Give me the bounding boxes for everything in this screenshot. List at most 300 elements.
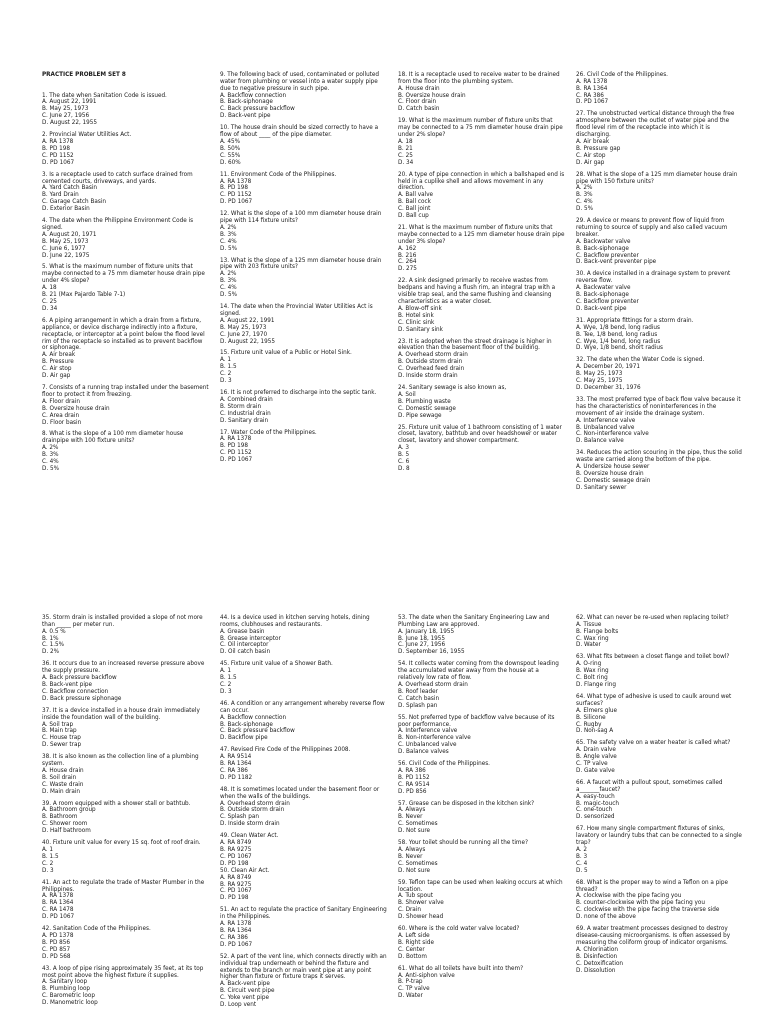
question-text: 24. Sanitary sewage is also known as, xyxy=(398,384,507,391)
answer-option: D. Water xyxy=(398,993,423,1000)
question xyxy=(220,787,388,828)
problem-set-title: PRACTICE PROBLEM SET 8 xyxy=(42,71,126,78)
answer-option: A. 1 xyxy=(42,847,54,853)
answer-option: B. Storm drain xyxy=(220,403,262,410)
answer-option: B. Main trap xyxy=(42,728,77,735)
question xyxy=(398,225,566,273)
answer-option: B. Back-siphonage xyxy=(220,721,273,728)
answer-option: B. PD 856 xyxy=(42,939,70,946)
answer-option: C. 4% xyxy=(42,459,59,466)
answer-option: D. 5 xyxy=(576,867,588,874)
answer-option: A. Backwater valve xyxy=(576,238,631,245)
answer-option: C. Drain xyxy=(398,907,421,914)
answer-option: A. RA 1378 xyxy=(576,78,608,85)
answer-option: D. Oil catch basin xyxy=(220,649,271,656)
answer-option: A. Blow-off sink xyxy=(398,305,442,312)
answer-option: A. House drain xyxy=(42,767,84,774)
answer-option: B. Back-siphonage xyxy=(576,245,629,252)
question-text: 15. Fixture unit value of a Public or Hotel Sink. xyxy=(220,350,352,357)
question-text: 55. Not preferred type of backflow valve because of its poor performance. xyxy=(398,714,557,728)
answer-option: B. PD 1152 xyxy=(398,774,430,781)
question xyxy=(398,801,566,836)
question xyxy=(398,926,566,961)
answer-option: C. Waste drain xyxy=(42,781,84,788)
answer-option: D. August 22, 1955 xyxy=(220,338,276,345)
answer-option: C. clockwise with the pipe facing the traverse side xyxy=(576,907,720,914)
answer-option: 50. Clean Air Act. xyxy=(220,867,270,874)
answer-option: D. Loop vent xyxy=(220,1002,257,1009)
answer-option: B. Hotel sink xyxy=(398,312,434,319)
answer-option: D. December 31, 1976 xyxy=(576,384,641,391)
question-text: 37. It is a device installed in a house drain immediately inside the foundation wall of the building. xyxy=(42,707,202,721)
answer-option: B. Silicone xyxy=(576,714,606,721)
answer-option: A. clockwise with the pipe facing you xyxy=(576,893,682,900)
answer-option: D. Backflow pipe xyxy=(220,735,268,742)
question xyxy=(398,339,566,380)
answer-option: A. August 22, 1991 xyxy=(42,99,97,106)
answer-option: D. Inside storm drain xyxy=(398,373,458,380)
answer-option: A. Overhead storm drain xyxy=(398,681,468,688)
answer-option: A. 2% xyxy=(42,445,59,452)
question-text: 22. A sink designed primarily to receive wastes from bedpans and having a flush rim, an integral trap with a visible trap seal, and the same flushing and cleansing characteristics as a water closet. xyxy=(398,278,557,305)
question-text: 33. The most preferred type of back flow valve because it has the characteristics of noninterferences in the movement of air inside the drainage system. xyxy=(576,396,743,417)
question xyxy=(42,840,210,875)
question xyxy=(42,661,210,702)
answer-option: C. 4% xyxy=(220,285,237,292)
question-text: 2. Provincial Water Utilities Act. xyxy=(42,132,132,139)
question xyxy=(220,833,388,902)
answer-option: B. Oversize house drain xyxy=(398,92,466,99)
answer-option: B. 21 xyxy=(398,145,413,152)
answer-option: B. 3 xyxy=(576,853,588,860)
answer-option: C. 25 xyxy=(398,152,413,159)
answer-option: A. December 20, 1971 xyxy=(576,364,641,371)
question xyxy=(220,211,388,252)
answer-option: C. June 27, 1970 xyxy=(220,331,268,338)
question xyxy=(576,271,744,312)
answer-option: B. RA 1364 xyxy=(220,927,252,934)
question-text: 69. A water treatment processes designed to destroy disease-causing microorganisms. Is often assessed by measuring the coliform group of indicator organisms. xyxy=(576,926,732,946)
column-7 xyxy=(398,601,566,1019)
answer-option: C. RA 386 xyxy=(220,767,248,774)
question-text: 63. What fits between a closet flange and toilet bowl? xyxy=(576,654,730,661)
answer-option: D. Sewer trap xyxy=(42,742,82,749)
question-text: 18. It is a receptacle used to receive water to be drained from the floor into the plumbing system. xyxy=(398,71,562,85)
question xyxy=(42,385,210,426)
answer-option: D. Balance valves xyxy=(398,749,449,756)
answer-option: D. 275 xyxy=(398,266,417,273)
answer-option: D. PD 1067 xyxy=(42,914,75,921)
answer-option: D. Not sure xyxy=(398,867,431,874)
answer-option: B. Pressure gap xyxy=(576,145,621,152)
answer-option: D. 5% xyxy=(220,245,238,252)
question-text: 41. An act to regulate the trade of Master Plumber in the Philippines. xyxy=(42,879,207,893)
question-text: 31. Appropriate fittings for a storm drain. xyxy=(576,317,694,324)
answer-option: B. RA 1364 xyxy=(220,761,252,768)
answer-option: D. Dissolution xyxy=(576,967,616,974)
question-text: 65. The safety valve on a water heater is called what? xyxy=(576,740,731,747)
answer-option: B. 1.5 xyxy=(42,853,59,860)
answer-option: B. 3% xyxy=(42,452,59,459)
question-text: 58. Your toilet should be running all the time? xyxy=(398,840,528,847)
answer-option: A. Overhead storm drain xyxy=(220,800,290,807)
question-text: 42. Sanitation Code of the Philippines. xyxy=(42,926,151,933)
question-text: 67. How many single compartment fixtures of sinks, lavatory or laundry tubs that can be connected to a single trap? xyxy=(576,826,744,847)
question xyxy=(220,390,388,425)
answer-option: D. PD 198 xyxy=(220,860,249,867)
question xyxy=(576,654,744,689)
answer-option: C. Air stop xyxy=(42,366,72,373)
answer-option: D. 3 xyxy=(220,688,232,695)
answer-option: B. Bathroom xyxy=(42,814,78,821)
question-text: 10. The house drain should be sized correctly to have a flow of about ____ of the pipe diameter. xyxy=(220,125,380,139)
question-text: 32. The date when the Water Code is signed. xyxy=(576,357,705,364)
answer-option: D. PD 568 xyxy=(42,953,71,960)
answer-option: B. Ball cock xyxy=(398,199,431,206)
question xyxy=(42,926,210,961)
question-text: 57. Grease can be disposed in the kitchen sink? xyxy=(398,800,535,807)
question xyxy=(42,318,210,380)
question-text: 51. An act to regulate the practice of Sanitary Engineering in the Philippines. xyxy=(220,907,389,921)
question-text: 6. A piping arrangement in which a drain from a fixture, appliance, or device discharge indirectly into a fixture, receptacle, or interceptor at a point below the flood level rim of the receptacle so installed as to prevent backflow or siphonage. xyxy=(42,317,207,352)
question xyxy=(576,218,744,266)
answer-option: D. Main drain xyxy=(42,788,80,795)
question xyxy=(576,357,744,392)
question-text: 56. Civil Code of the Philippines. xyxy=(398,761,490,768)
question-text: 47. Revised Fire Code of the Philippines 2008. xyxy=(220,747,351,754)
question xyxy=(42,218,210,259)
answer-option: C. Wye, 1/4 bend, long radius xyxy=(576,338,661,345)
answer-option: B. RA 1364 xyxy=(42,900,74,907)
answer-option: D. Back-vent preventer pipe xyxy=(576,259,657,266)
answer-option: A. Back-vent pipe xyxy=(220,981,270,988)
answer-option: A. Always xyxy=(398,807,426,814)
question xyxy=(220,661,388,696)
answer-option: C. Area drain xyxy=(42,412,80,419)
answer-option: B. Oversize house drain xyxy=(42,405,110,412)
question-text: 53. The date when the Sanitary Engineering Law and Plumbing Law are approved. xyxy=(398,614,552,628)
question xyxy=(398,425,566,473)
answer-option: A. January 18, 1955 xyxy=(398,628,455,635)
answer-option: A. O-ring xyxy=(576,661,602,668)
answer-option: A. 2% xyxy=(220,271,237,278)
answer-option: B. RA 9275 xyxy=(220,881,252,888)
question-text: 29. A device or means to prevent flow of liquid from returning to source of supply and also called vacuum breaker. xyxy=(576,218,730,238)
answer-option: C. Oil interceptor xyxy=(220,642,269,649)
answer-option: A. 18 xyxy=(42,285,57,292)
answer-option: C. RA 386 xyxy=(220,934,248,941)
answer-option: D. 5% xyxy=(42,465,60,472)
answer-option: B. June 18, 1955 xyxy=(398,635,446,642)
answer-option: C. Domestic sewage xyxy=(398,405,456,412)
answer-option: A. Interference valve xyxy=(576,417,636,424)
answer-option: B. Grease interceptor xyxy=(220,635,281,642)
question-text: 36. It occurs due to an increased reverse pressure above the supply pressure. xyxy=(42,661,207,675)
answer-option: D. Balance valve xyxy=(576,438,624,445)
answer-option: A. 1 xyxy=(220,357,232,364)
question-text: 16. It is not preferred to discharge into the septic tank. xyxy=(220,389,377,396)
answer-option: D. 3 xyxy=(42,867,54,874)
answer-option: B. May 25, 1973 xyxy=(42,238,89,245)
answer-option: D. Back-vent pipe xyxy=(220,113,271,120)
answer-option: A. 18 xyxy=(398,138,413,145)
question xyxy=(42,801,210,836)
answer-option: D. Wye, 1/8 bend, short radius xyxy=(576,345,663,352)
question-text: 9. The following back of used, contaminated or polluted water from plumbing or vessel into a water supply pipe due to negative pressure in such pipe. xyxy=(220,71,381,92)
question-text: 45. Fixture unit value of a Shower Bath. xyxy=(220,661,333,668)
answer-option: A. RA 9514 xyxy=(220,754,252,761)
question-text: 11. Environment Code of the Philippines. xyxy=(220,171,337,178)
answer-option: A. Chlorination xyxy=(576,946,618,953)
answer-option: A. Tub spout xyxy=(398,893,433,900)
answer-option: C. 4 xyxy=(576,860,588,867)
question xyxy=(42,172,210,213)
question-text: 1. The date when Sanitation Code is issued. xyxy=(42,92,167,99)
answer-option: C. 4% xyxy=(220,238,237,245)
answer-option: D. PD 1067 xyxy=(42,159,75,166)
question-text: 30. A device installed in a drainage system to prevent reverse flow. xyxy=(576,271,733,285)
question-text: 54. It collects water coming from the downspout leading the accumulated water away from the house at a relatively low rate of flow. xyxy=(398,661,561,682)
answer-option: A. RA 1378 xyxy=(220,436,252,443)
question xyxy=(42,264,210,312)
answer-option: C. 4% xyxy=(576,199,593,206)
answer-option: D. PD 856 xyxy=(398,788,427,795)
answer-option: A. Combined drain xyxy=(220,396,273,403)
answer-option: D. September 16, 1955 xyxy=(398,649,465,656)
answer-option: A. Air break xyxy=(576,138,610,145)
answer-option: C. May 25, 1975 xyxy=(576,378,623,385)
answer-option: D. Water xyxy=(576,642,601,649)
answer-option: C. 55% xyxy=(220,152,241,159)
answer-option: C. one-touch xyxy=(576,807,613,814)
answer-option: B. 216 xyxy=(398,252,417,259)
answer-option: C. June 27, 1956 xyxy=(398,642,446,649)
answer-option: C. June 6, 1977 xyxy=(42,245,86,252)
question-text: 40. Fixture unit value for every 15 sq. foot of roof drain. xyxy=(42,840,201,847)
answer-option: A. 1 xyxy=(220,668,232,675)
question xyxy=(42,880,210,921)
answer-option: B. Flange bolts xyxy=(576,628,619,635)
answer-option: C. Yoke vent pipe xyxy=(220,995,269,1002)
answer-option: C. Industrial drain xyxy=(220,410,271,417)
question xyxy=(220,350,388,385)
answer-option: A. PD 1378 xyxy=(42,932,74,939)
question-text: 8. What is the slope of a 100 mm diameter house drainpipe with 100 fixture units? xyxy=(42,431,186,445)
answer-option: A. Ball valve xyxy=(398,192,434,199)
answer-option: D. Gate valve xyxy=(576,767,615,774)
question xyxy=(576,740,744,775)
answer-option: B. May 25, 1973 xyxy=(576,371,623,378)
answer-option: A. Backwater valve xyxy=(576,285,631,292)
answer-option: D. 2% xyxy=(42,649,60,656)
question xyxy=(398,278,566,333)
answer-option: A. RA 8749 xyxy=(220,840,252,847)
question xyxy=(576,926,744,974)
answer-option: D. Not sure xyxy=(398,828,431,835)
answer-option: A. 2% xyxy=(220,224,237,231)
answer-option: C. Sometimes xyxy=(398,821,438,828)
answer-option: B. 1.5 xyxy=(220,364,237,371)
question xyxy=(42,615,210,656)
answer-option: C. Ball joint xyxy=(398,206,431,213)
question xyxy=(42,754,210,795)
answer-option: A. Interference valve xyxy=(398,728,458,735)
question xyxy=(576,780,744,821)
answer-option: A. Always xyxy=(398,847,426,853)
answer-option: D. June 22, 1975 xyxy=(42,252,90,259)
answer-option: C. TP valve xyxy=(398,986,430,993)
answer-option: D. 5% xyxy=(220,292,238,299)
column-3 xyxy=(398,58,566,492)
answer-option: C. June 27, 1956 xyxy=(42,113,90,120)
answer-option: B. Outside storm drain xyxy=(220,807,285,814)
question-text: 4. The date when the Philippine Environment Code is signed. xyxy=(42,218,195,231)
answer-option: C. 6 xyxy=(398,459,410,466)
answer-option: B. 1% xyxy=(42,635,59,642)
question-text: 13. What is the slope of a 125 mm diameter house drain pipe with 203 fixture units? xyxy=(220,257,384,271)
answer-option: D. Bottom xyxy=(398,953,427,960)
answer-option: D. Air gap xyxy=(42,373,71,380)
answer-option: C. Floor drain xyxy=(398,99,437,106)
question xyxy=(42,132,210,167)
question-text: 27. The unobstructed vertical distance through the free atmosphere between the outlet of water pipe and the flood level rim of the receptacle into which it is discharging. xyxy=(576,111,737,139)
answer-option: B. Never xyxy=(398,853,423,860)
answer-option: B. Oversize house drain xyxy=(576,470,644,477)
answer-option: A. Backflow connection xyxy=(220,92,287,99)
question-text: 5. What is the maximum number of fixture units that maybe connected to a 75 mm diameter house drain pipe under 4% slope? xyxy=(42,264,207,285)
question-text: 64. What type of adhesive is used to caulk around wet surfaces? xyxy=(576,693,734,707)
answer-option: B. Tee, 1/8 bend, long radius xyxy=(576,331,658,338)
question-text: 25. Fixture unit value of 1 bathroom consisting of 1 water closet, lavatory, bathtub and over headshower or water closet, lavatory and shower compartment. xyxy=(398,424,564,445)
answer-option: A. 2% xyxy=(576,185,593,192)
answer-option: D. 5% xyxy=(576,206,594,213)
answer-option: C. Air stop xyxy=(576,152,606,159)
answer-option: D. PD 1067 xyxy=(220,457,253,464)
question-text: 38. It is also known as the collection line of a plumbing system. xyxy=(42,754,201,768)
answer-option: A. Air break xyxy=(42,352,76,359)
answer-option: B. PD 198 xyxy=(220,443,248,450)
answer-option: C. PD 1152 xyxy=(220,450,252,457)
answer-option: D. Inside storm drain xyxy=(220,821,280,828)
answer-option: B. Angle valve xyxy=(576,754,617,761)
answer-option: C. Domestic sewage drain xyxy=(576,477,651,484)
answer-option: A. Backflow connection xyxy=(220,714,287,721)
answer-option: C. Garage Catch Basin xyxy=(42,199,106,206)
answer-option: D. Flange ring xyxy=(576,681,616,688)
answer-option: D. Back pressure siphonage xyxy=(42,695,122,702)
answer-option: A. 3 xyxy=(398,445,410,452)
answer-option: A. Anti-siphon valve xyxy=(398,972,455,979)
answer-option: C. 25 xyxy=(42,299,57,305)
question xyxy=(398,715,566,756)
answer-option: D. Back-vent pipe xyxy=(576,305,627,312)
question xyxy=(398,385,566,420)
question xyxy=(398,880,566,921)
answer-option: B. Never xyxy=(398,814,423,821)
answer-option: B. 1.5 xyxy=(220,675,237,682)
answer-option: A. Elmers glue xyxy=(576,707,618,714)
answer-option: D. Pipe sewage xyxy=(398,412,442,419)
question xyxy=(576,450,744,491)
answer-option: B. magic-touch xyxy=(576,800,619,807)
answer-option: A. House drain xyxy=(398,85,440,92)
question xyxy=(576,111,744,166)
answer-option: A. Grease basin xyxy=(220,628,265,635)
answer-option: C. Shower room xyxy=(42,821,88,828)
question xyxy=(576,318,744,353)
column-6 xyxy=(220,601,388,1028)
question xyxy=(42,93,210,128)
answer-option: A. RA 8749 xyxy=(220,874,252,881)
column-1 xyxy=(42,58,210,492)
question xyxy=(220,747,388,782)
answer-option: D. Exterior Basin xyxy=(42,206,90,213)
answer-option: C. RA 386 xyxy=(576,92,604,99)
answer-option: B. Wax ring xyxy=(576,668,609,675)
answer-option: A. Tissue xyxy=(576,621,602,628)
question-text: 21. What is the maximum number of fixture units that maybe connected to a 125 mm diameter house drain pipe under 3% slope? xyxy=(398,224,567,245)
question xyxy=(42,708,210,749)
answer-option: B. 3% xyxy=(220,278,237,285)
question-text: 7. Consists of a running trap installed under the basement floor to protect it from freezing. xyxy=(42,384,211,398)
answer-option: A. Wye, 1/8 bend, long radius xyxy=(576,324,660,331)
answer-option: A. Left side xyxy=(398,932,430,939)
question xyxy=(220,954,388,1009)
answer-option: C. Catch basin xyxy=(398,695,440,702)
column-8 xyxy=(576,601,744,993)
question-text: 48. It is sometimes located under the basement floor or when the walls of the buildings. xyxy=(220,786,382,800)
answer-option: D. PD 1067 xyxy=(220,199,253,206)
answer-option: B. May 25, 1973 xyxy=(220,324,267,331)
answer-option: A. RA 1378 xyxy=(220,921,252,928)
question xyxy=(576,172,744,213)
answer-option: A. Drain valve xyxy=(576,747,616,754)
question xyxy=(220,907,388,948)
answer-option: C. Backflow connection xyxy=(42,688,109,695)
answer-option: C. Barometric loop xyxy=(42,993,95,1000)
question-text: 28. What is the slope of a 125 mm diameter house drain pipe with 150 fixture units? xyxy=(576,171,740,185)
answer-option: D. Non-sag A xyxy=(576,728,614,735)
question xyxy=(398,966,566,1001)
question-text: 49. Clean Water Act. xyxy=(220,833,279,840)
answer-option: B. Disinfection xyxy=(576,953,618,960)
column-4 xyxy=(576,58,744,510)
question xyxy=(220,125,388,166)
answer-option: C. Clinic sink xyxy=(398,319,435,326)
answer-option: C. PD 1152 xyxy=(220,192,252,199)
answer-option: A. RA 1378 xyxy=(42,893,74,900)
answer-option: B. RA 1364 xyxy=(576,85,608,92)
question-text: 59. Teflon tape can be used when leaking occurs at which location. xyxy=(398,879,565,893)
question-text: 19. What is the maximum number of fixture units that may be connected to a 75 mm diameter house drain pipe under 2% slope? xyxy=(398,118,565,139)
column-2 xyxy=(220,58,388,483)
answer-option: C. Center xyxy=(398,946,425,953)
answer-option: D. Ball cup xyxy=(398,213,429,220)
answer-option: B. Back-vent pipe xyxy=(42,681,93,688)
answer-option: A. Bathroom group xyxy=(42,807,96,814)
question-text: 26. Civil Code of the Philippines. xyxy=(576,71,668,78)
question-text: 14. The date when the Provincial Water Utilities Act is signed. xyxy=(220,304,375,317)
answer-option: C. Sometimes xyxy=(398,860,438,867)
answer-option: A. Floor drain xyxy=(42,398,80,405)
answer-option: D. PD 1067 xyxy=(220,941,253,948)
answer-option: A. RA 1378 xyxy=(220,178,252,185)
answer-option: B. Shower valve xyxy=(398,900,444,907)
answer-option: C. 1.5% xyxy=(42,642,65,649)
answer-option: B. counter-clockwise with the pipe facing you xyxy=(576,900,705,907)
question-text: 44. Is a device used in kitchen serving hotels, dining rooms, clubhouses and restaurants. xyxy=(220,614,372,628)
answer-option: B. 3% xyxy=(576,192,593,199)
